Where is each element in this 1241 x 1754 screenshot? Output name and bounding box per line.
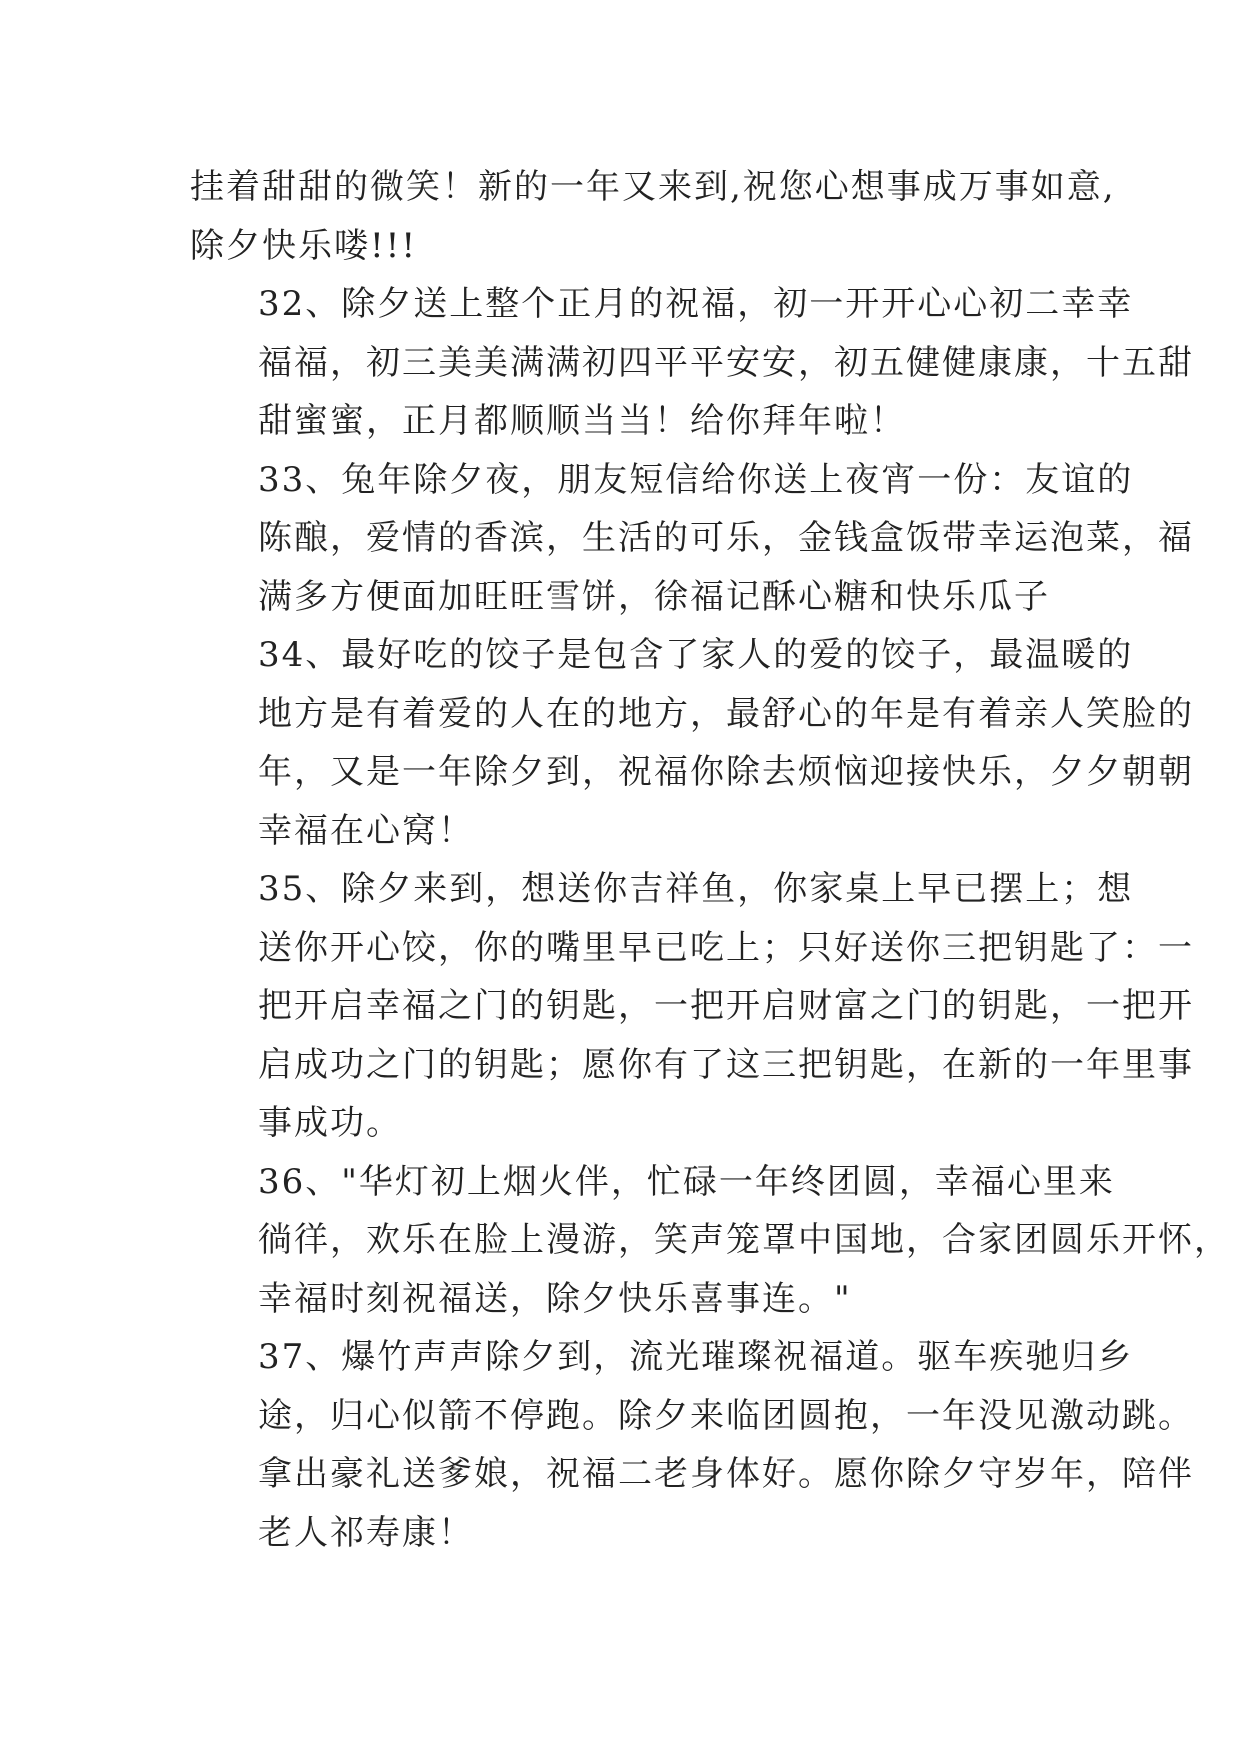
- text-line: 送你开心饺，你的嘴里早已吃上；只好送你三把钥匙了：一: [258, 927, 1194, 968]
- text-line: 36、"华灯初上烟火伴，忙碌一年终团圆，幸福心里来: [258, 1161, 1115, 1202]
- paragraph-33: [190, 451, 1194, 627]
- text-line: 幸福时刻祝福送，除夕快乐喜事连。": [258, 1278, 852, 1319]
- text-line: 启成功之门的钥匙；愿你有了这三把钥匙，在新的一年里事: [258, 1044, 1194, 1085]
- text-line: 34、最好吃的饺子是包含了家人的爱的饺子，最温暖的: [258, 635, 1134, 675]
- paragraph-32: [190, 275, 1194, 451]
- paragraph-37: [190, 1328, 1194, 1562]
- paragraph-continued: [190, 158, 1116, 275]
- text-line: 33、兔年除夕夜，朋友短信给你送上夜宵一份：友谊的: [258, 459, 1134, 500]
- document-body: [190, 158, 1230, 1562]
- text-line: 福福，初三美美满满初四平平安安，初五健健康康，十五甜: [258, 342, 1194, 383]
- text-line: 拿出豪礼送爹娘，祝福二老身体好。愿你除夕守岁年，陪伴: [258, 1454, 1194, 1494]
- text-line: 除夕快乐喽!!!: [190, 225, 417, 266]
- text-line: 年，又是一年除夕到，祝福你除去烦恼迎接快乐，夕夕朝朝: [258, 752, 1194, 792]
- text-line: 事成功。: [258, 1103, 402, 1143]
- text-line: 幸福在心窝！: [258, 810, 474, 851]
- paragraph-36: [190, 1153, 1230, 1329]
- text-line: 途，归心似箭不停跑。除夕来临团圆抱，一年没见激动跳。: [258, 1395, 1194, 1436]
- text-line: 陈酿，爱情的香滨，生活的可乐，金钱盒饭带幸运泡菜，福: [258, 518, 1194, 558]
- paragraph-35: [190, 860, 1194, 1153]
- text-line: 徜徉，欢乐在脸上漫游，笑声笼罩中国地，合家团圆乐开怀，: [258, 1220, 1230, 1260]
- text-line: 37、爆竹声声除夕到，流光璀璨祝福道。驱车疾驰归乡: [258, 1337, 1134, 1377]
- text-line: 老人祁寿康！: [258, 1512, 474, 1553]
- text-line: 挂着甜甜的微笑！新的一年又来到,祝您心想事成万事如意,: [190, 167, 1116, 207]
- text-line: 32、除夕送上整个正月的祝福，初一开开心心初二幸幸: [258, 284, 1134, 324]
- text-line: 甜蜜蜜，正月都顺顺当当！给你拜年啦！: [258, 401, 906, 441]
- text-line: 满多方便面加旺旺雪饼，徐福记酥心糖和快乐瓜子: [258, 576, 1050, 617]
- text-line: 地方是有着爱的人在的地方，最舒心的年是有着亲人笑脸的: [258, 693, 1194, 734]
- text-line: 把开启幸福之门的钥匙，一把开启财富之门的钥匙，一把开: [258, 986, 1194, 1026]
- text-line: 35、除夕来到，想送你吉祥鱼，你家桌上早已摆上；想: [258, 869, 1134, 909]
- paragraph-34: [190, 626, 1194, 860]
